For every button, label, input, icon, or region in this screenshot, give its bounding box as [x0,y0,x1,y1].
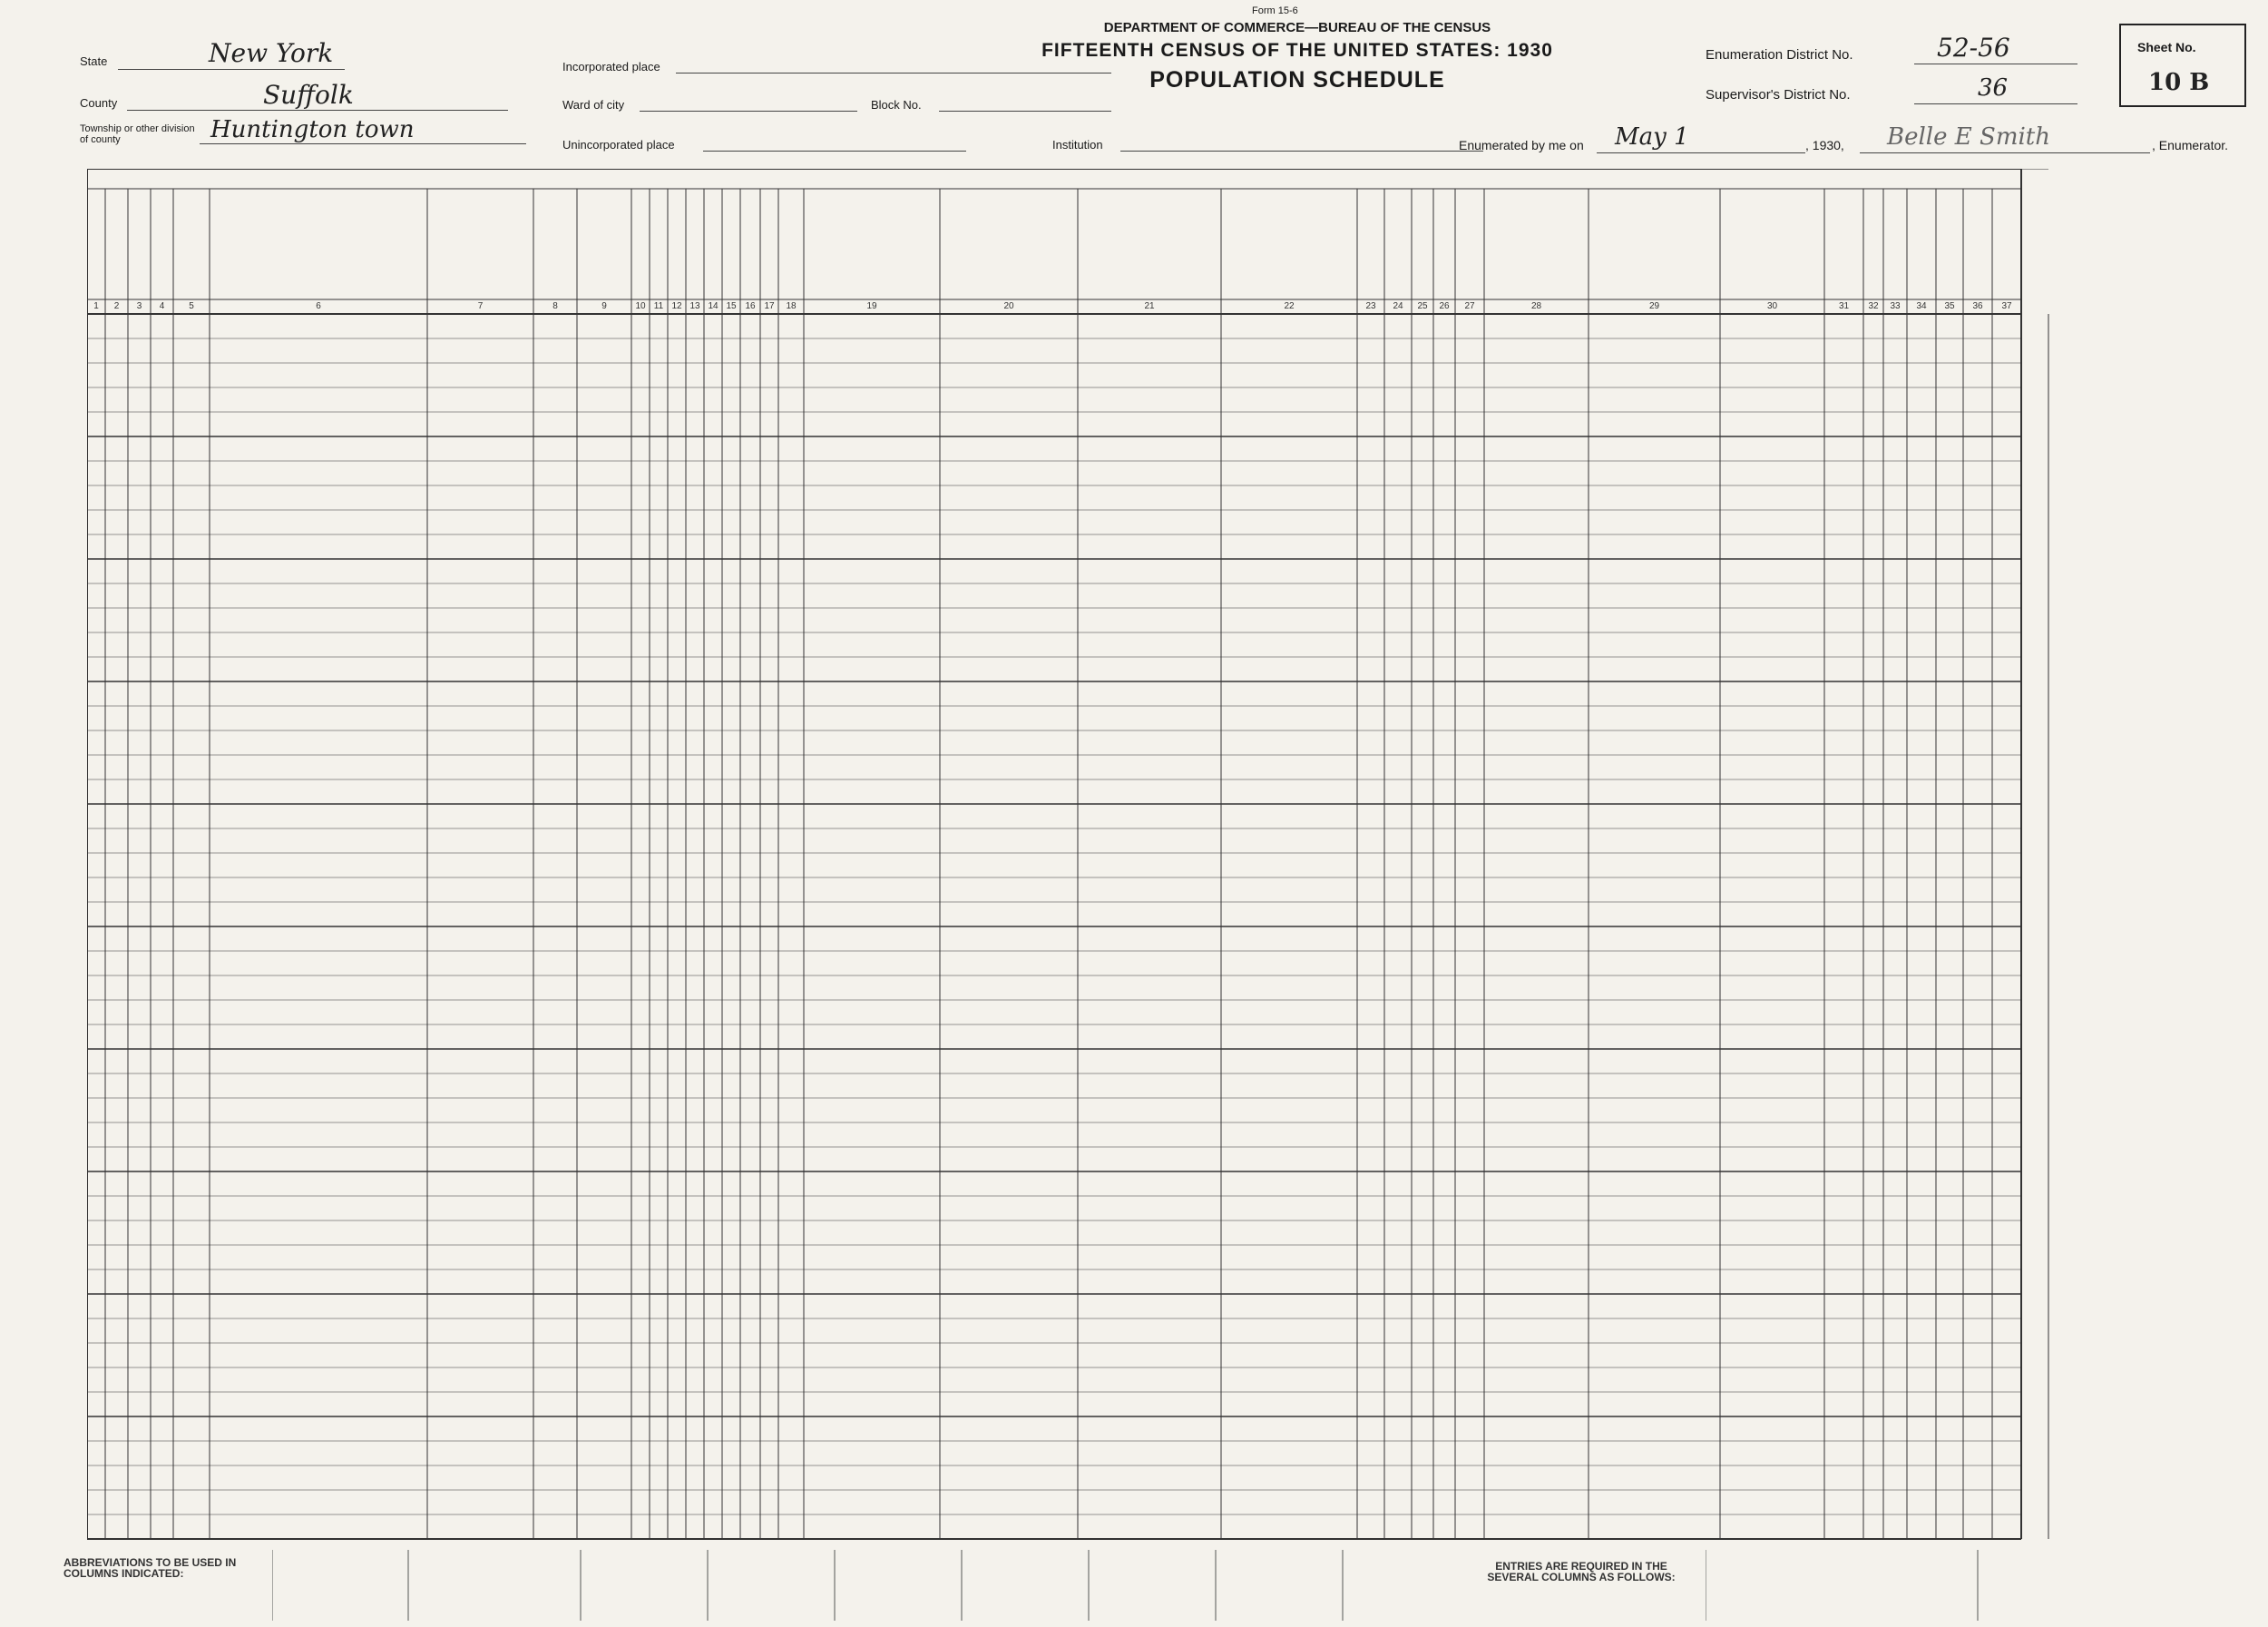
column-number: 19 [866,301,877,311]
column-number: 6 [316,301,321,311]
column-number: 31 [1838,301,1850,311]
sheet-value: 10 B [2148,69,2210,96]
population-table [87,169,2251,1544]
schedule-title: POPULATION SCHEDULE [1149,67,1445,93]
enumeration-value: 52-56 [1937,33,2010,63]
incorporated-label: Incorporated place [562,60,660,74]
column-number: 9 [601,301,607,311]
column-number: 1 [93,301,99,311]
column-number: 22 [1284,301,1295,311]
column-number: 3 [136,301,142,311]
state-label: State [80,54,108,68]
enumeration-label: Enumeration District No. [1706,47,1853,63]
column-number: 10 [635,301,646,311]
column-number: 7 [477,301,484,311]
column-number: 21 [1144,301,1155,311]
form-number: Form 15-6 [1252,5,1298,16]
column-number: 16 [745,301,756,311]
enumerated-year: , 1930, [1805,138,1844,152]
block-label: Block No. [871,98,922,112]
abbreviations-boxes [272,1550,1470,1622]
county-label: County [80,96,118,110]
column-number: 34 [1916,301,1927,311]
unincorporated-label: Unincorporated place [562,138,675,152]
column-number: 26 [1439,301,1450,311]
column-number: 13 [689,301,700,311]
column-number: 2 [113,301,120,311]
column-number: 25 [1417,301,1428,311]
table-grid-lines [87,169,2251,1544]
supervisor-label: Supervisor's District No. [1706,87,1851,103]
column-number: 11 [653,301,664,311]
column-number: 28 [1530,301,1542,311]
entries-boxes [1706,1550,2250,1622]
column-number: 18 [786,301,797,311]
ward-label: Ward of city [562,98,625,112]
institution-label: Institution [1052,138,1103,152]
column-number: 14 [708,301,719,311]
county-value: Suffolk [263,80,354,110]
column-number: 5 [189,301,194,311]
enumerator-name: Belle E Smith [1887,123,2050,151]
column-number: 32 [1868,301,1879,311]
column-number: 23 [1365,301,1376,311]
enumerated-label: Enumerated by me on [1459,138,1584,152]
column-number: 24 [1393,301,1403,311]
township-label: Township or other division of county [80,123,195,145]
column-number: 29 [1648,301,1660,311]
sheet-label: Sheet No. [2137,40,2196,54]
column-number: 20 [1003,301,1014,311]
column-number: 15 [726,301,737,311]
supervisor-value: 36 [1978,74,2009,102]
enumerated-date: May 1 [1615,123,1689,151]
department-title: DEPARTMENT OF COMMERCE—BUREAU OF THE CENSUS [1103,20,1491,35]
township-value: Huntington town [210,116,415,143]
column-number: 4 [159,301,165,311]
abbreviations-title: ABBREVIATIONS TO BE USED IN COLUMNS INDICATED: [64,1556,237,1580]
column-number: 17 [764,301,775,311]
entries-title: ENTRIES ARE REQUIRED IN THE SEVERAL COLUMNS AS FOLLOWS: [1487,1560,1676,1583]
census-title: FIFTEENTH CENSUS OF THE UNITED STATES: 1930 [1041,40,1553,61]
column-number: 36 [1972,301,1983,311]
column-number: 35 [1944,301,1955,311]
state-value: New York [209,38,334,68]
column-number: 12 [671,301,682,311]
column-number: 33 [1890,301,1901,311]
column-number: 30 [1766,301,1778,311]
column-number: 8 [552,301,558,311]
column-number: 27 [1464,301,1475,311]
enumerator-label: , Enumerator. [2152,138,2229,152]
column-number: 37 [2001,301,2012,311]
